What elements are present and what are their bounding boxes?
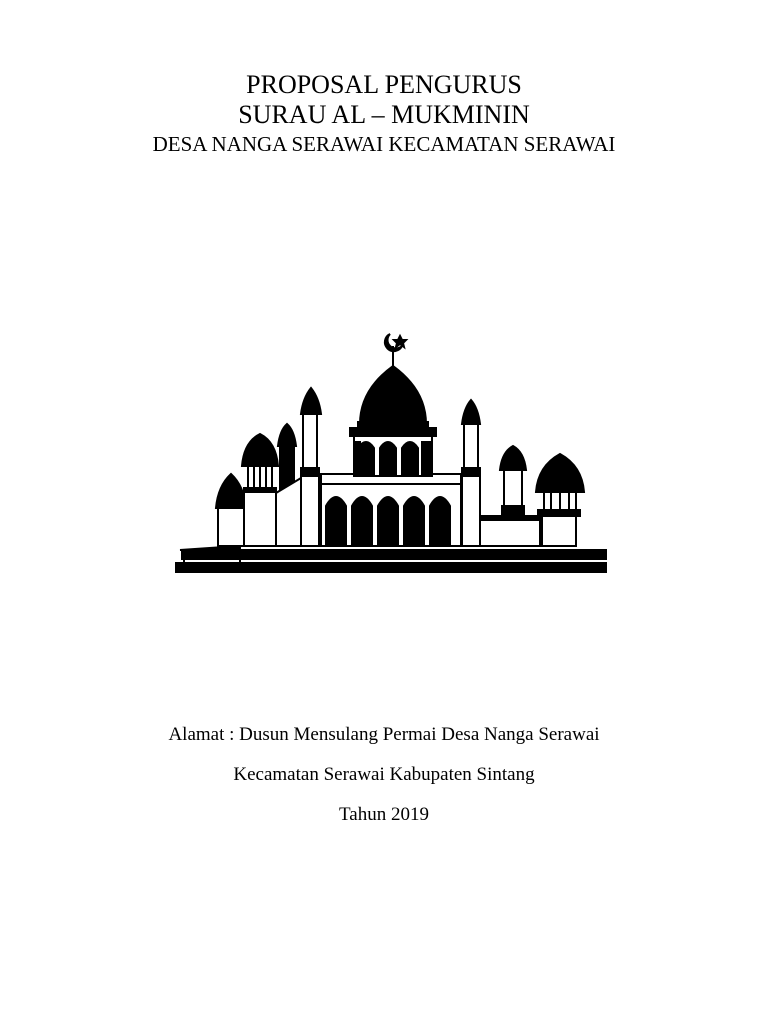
right-tower-dome (500, 446, 526, 470)
address-block (0, 724, 768, 844)
left-minaret-dome (301, 388, 321, 414)
year-line: Tahun 2019 (339, 804, 429, 825)
central-dome (360, 366, 426, 424)
mosque-base (176, 563, 606, 572)
title-block (0, 70, 768, 158)
mosque-drawing (176, 334, 606, 572)
address-line-1: Alamat : Dusun Mensulang Permai Desa Nanga Serawai (168, 724, 600, 745)
title-line-2: SURAU AL – MUKMININ (238, 100, 530, 129)
left-tower-dome (242, 434, 278, 466)
mosque-terrace (182, 550, 606, 559)
star-icon (394, 336, 406, 347)
left-wing-dome (216, 474, 246, 508)
subtitle-line: DESA NANGA SERAWAI KECAMATAN SERAWAI (152, 132, 616, 156)
far-right-dome (536, 454, 584, 492)
address-line-2: Kecamatan Serawai Kabupaten Sintang (233, 764, 535, 785)
mosque-illustration (170, 318, 610, 578)
title-line-1: PROPOSAL PENGURUS (246, 70, 522, 99)
right-minaret-dome (462, 400, 480, 424)
left-wing (218, 506, 244, 546)
